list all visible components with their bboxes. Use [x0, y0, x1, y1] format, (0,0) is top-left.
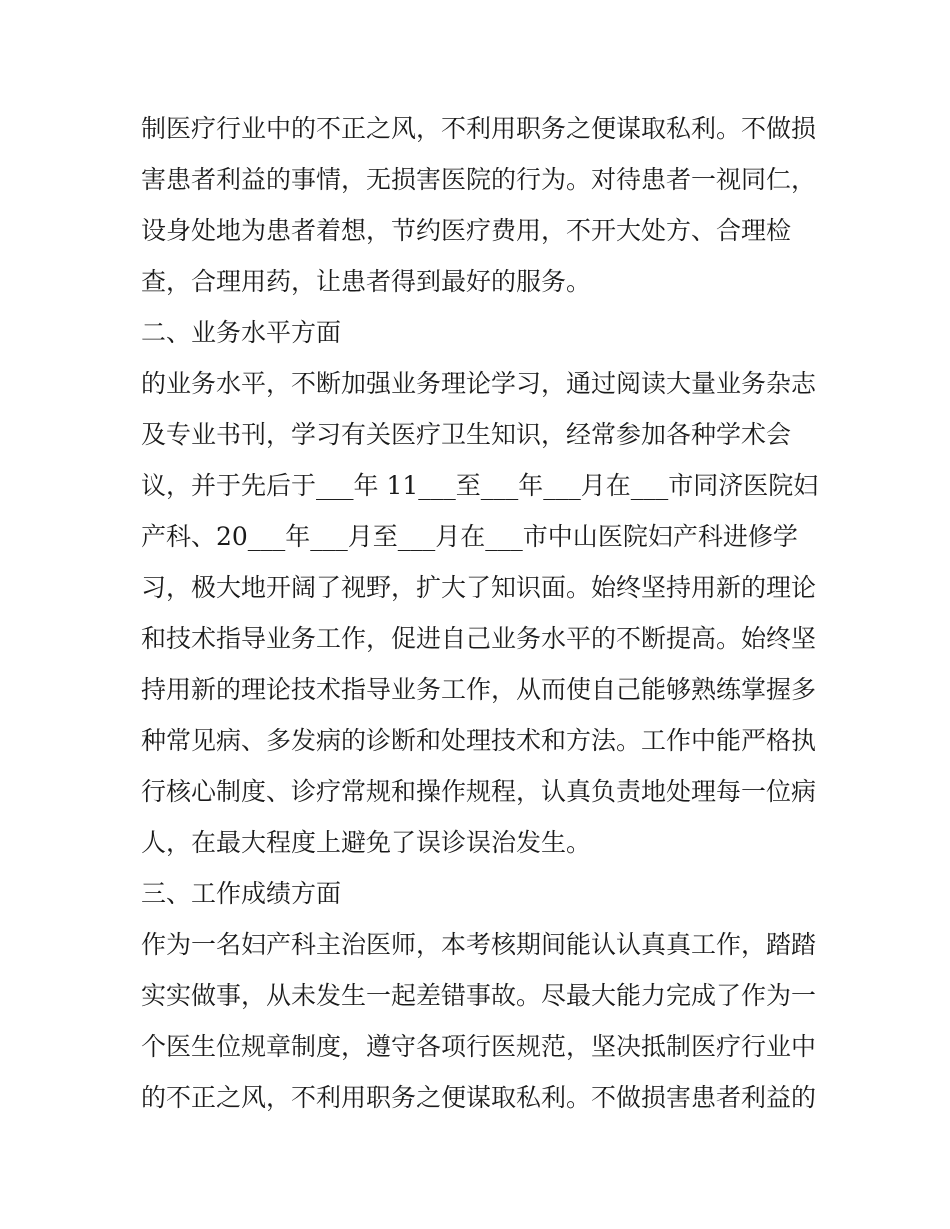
text-line: 作为一名妇产科主治医师，本考核期间能认认真真工作，踏踏	[141, 930, 817, 959]
text-line: 设身处地为患者着想，节约医疗费用，不开大处方、合理检	[141, 216, 792, 245]
text-line: 的不正之风，不利用职务之便谋取私利。不做损害患者利益的	[141, 1083, 817, 1112]
text-line: 产科、20___年___月至___月在___市中山医院妇产科进修学	[141, 522, 798, 551]
document-body	[141, 103, 821, 1123]
text-line: 持用新的理论技术指导业务工作，从而使自己能够熟练掌握多	[141, 675, 817, 704]
text-line: 行核心制度、诊疗常规和操作规程，认真负责地处理每一位病	[141, 777, 817, 806]
text-line: 害患者利益的事情，无损害医院的行为。对待患者一视同仁，	[141, 165, 817, 194]
text-line: 习，极大地开阔了视野，扩大了知识面。始终坚持用新的理论	[141, 573, 817, 602]
text-line: 和技术指导业务工作，促进自己业务水平的不断提高。始终坚	[141, 624, 817, 653]
text-line: 及专业书刊，学习有关医疗卫生知识，经常参加各种学术会	[141, 420, 792, 449]
text-line: 种常见病、多发病的诊断和处理技术和方法。工作中能严格执	[141, 726, 817, 755]
text-line: 个医生位规章制度，遵守各项行医规范，坚决抵制医疗行业中	[141, 1032, 817, 1061]
text-line: 的业务水平，不断加强业务理论学习，通过阅读大量业务杂志	[141, 369, 817, 398]
section-heading-business-level: 二、业务水平方面	[141, 318, 342, 347]
section-heading-work-results: 三、工作成绩方面	[141, 879, 342, 908]
text-line: 议，并于先后于___年 11___至___年___月在___市同济医院妇	[141, 471, 819, 500]
text-line: 实实做事，从未发生一起差错事故。尽最大能力完成了作为一	[141, 981, 817, 1010]
text-line: 人，在最大程度上避免了误诊误治发生。	[141, 828, 592, 857]
text-line: 制医疗行业中的不正之风，不利用职务之便谋取私利。不做损	[141, 114, 817, 143]
text-line: 查，合理用药，让患者得到最好的服务。	[141, 267, 592, 296]
